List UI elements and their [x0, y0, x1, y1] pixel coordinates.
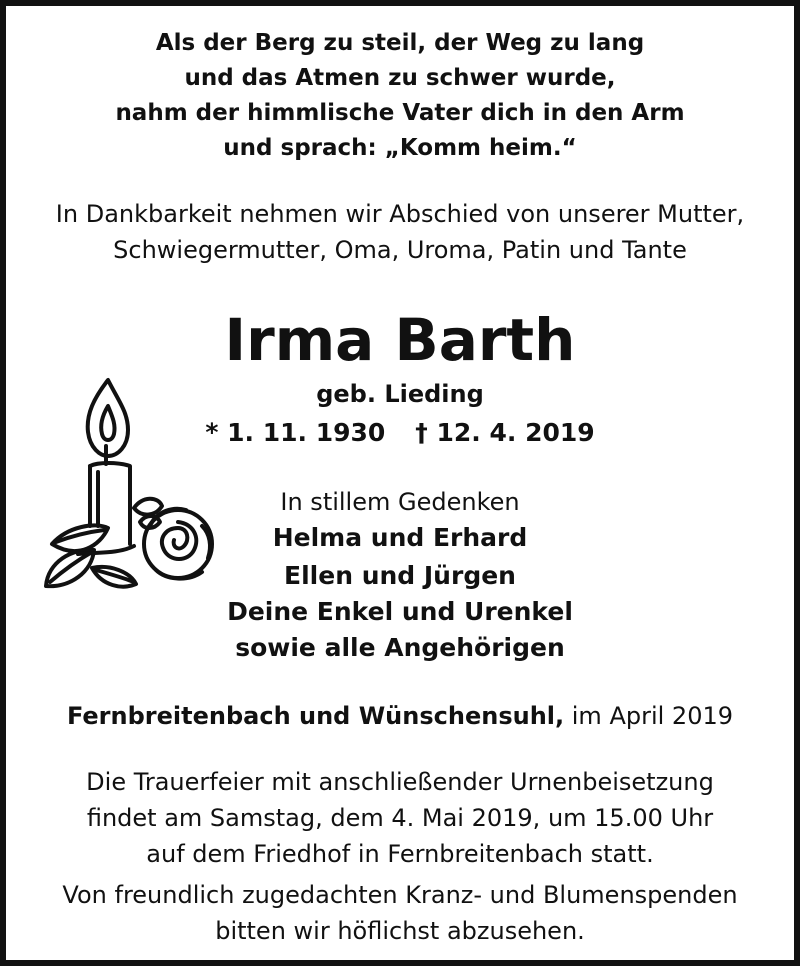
poem-line-2: und das Atmen zu schwer wurde,: [184, 65, 616, 91]
mourner-line-3: Deine Enkel und Urenkel: [227, 597, 573, 626]
location-date: im April 2019: [571, 702, 734, 730]
birth-date: * 1. 11. 1930: [205, 418, 386, 447]
ceremony-line-1: Die Trauerfeier mit anschließender Urnenbeisetzung: [86, 768, 714, 796]
mourner-line-4: sowie alle Angehörigen: [235, 633, 565, 662]
mourner-line-1: Helma und Erhard: [272, 523, 528, 552]
location-line: [6, 702, 794, 730]
poem-line-4: und sprach: „Komm heim.“: [223, 135, 577, 161]
ceremony-line-3: auf dem Friedhof in Fernbreitenbach statt.: [146, 840, 654, 868]
poem-line-1: Als der Berg zu steil, der Weg zu lang: [155, 30, 645, 56]
mourner-line-2: Ellen und Jürgen: [284, 561, 516, 590]
deceased-name: Irma Barth: [224, 306, 576, 374]
intro-line-2: Schwiegermutter, Oma, Uroma, Patin und Tante: [113, 236, 687, 264]
birth-name: geb. Lieding: [316, 380, 484, 408]
poem-line-3: nahm der himmlische Vater dich in den Arm: [115, 100, 685, 126]
request-line-1: Von freundlich zugedachten Kranz- und Blumenspenden: [62, 881, 738, 909]
request-line-2: bitten wir höflichst abzusehen.: [215, 917, 585, 945]
mourners-lead: In stillem Gedenken: [280, 488, 520, 516]
ceremony-line-2: findet am Samstag, dem 4. Mai 2019, um 15.00 Uhr: [86, 804, 714, 832]
location-place: Fernbreitenbach und Wünschensuhl,: [66, 702, 565, 730]
intro-line-1: In Dankbarkeit nehmen wir Abschied von unserer Mutter,: [55, 200, 745, 228]
death-date: † 12. 4. 2019: [415, 418, 595, 447]
